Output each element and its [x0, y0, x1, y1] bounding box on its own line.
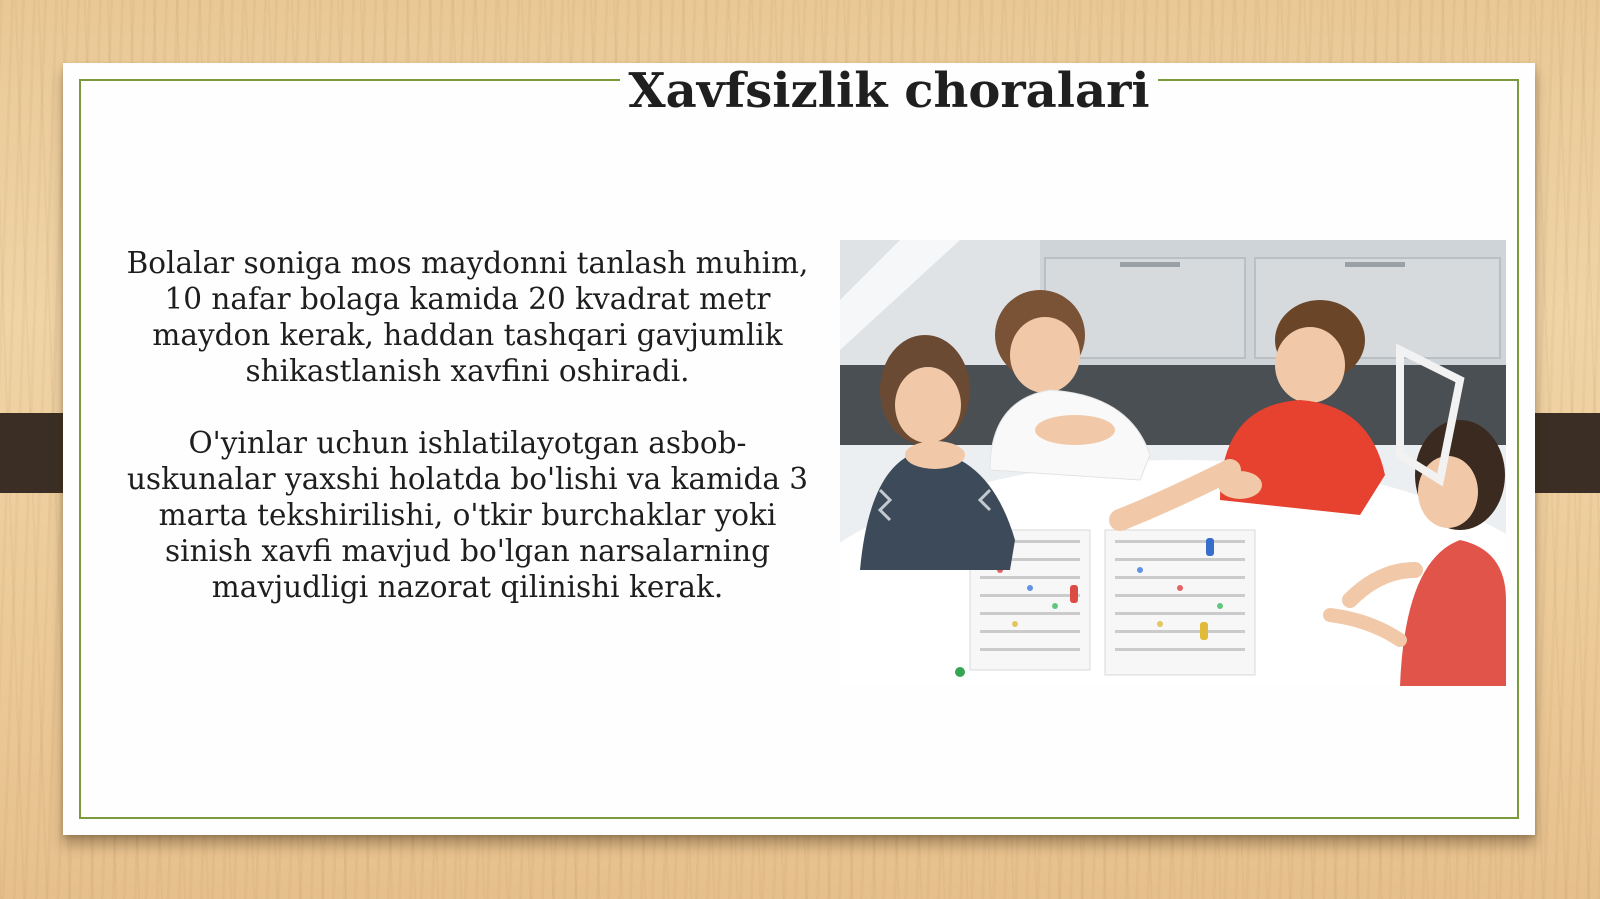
slide-title-wrap — [63, 63, 1535, 119]
paragraph-area-requirement: Bolalar soniga mos maydonni tanlash muhim, 10 nafar bolaga kamida 20 kvadrat metr maydon kerak, haddan tashqari gavjumlik shikastlanish xavfini oshiradi. — [126, 246, 809, 388]
children-playing-photo — [840, 240, 1506, 686]
slide-body — [115, 245, 820, 605]
children-playing-illustration — [840, 240, 1506, 686]
slide-card — [63, 63, 1535, 835]
paragraph-equipment-safety: O'yinlar uchun ishlatilayotgan asbob-uskunalar yaxshi holatda bo'lishi va kamida 3 marta tekshirilishi, o'tkir burchaklar yoki sinish xavfi mavjud bo'lgan narsalarning mavjudligi nazorat qilinishi kerak. — [126, 426, 809, 604]
slide-title: Xavfsizlik choralari — [620, 63, 1157, 119]
